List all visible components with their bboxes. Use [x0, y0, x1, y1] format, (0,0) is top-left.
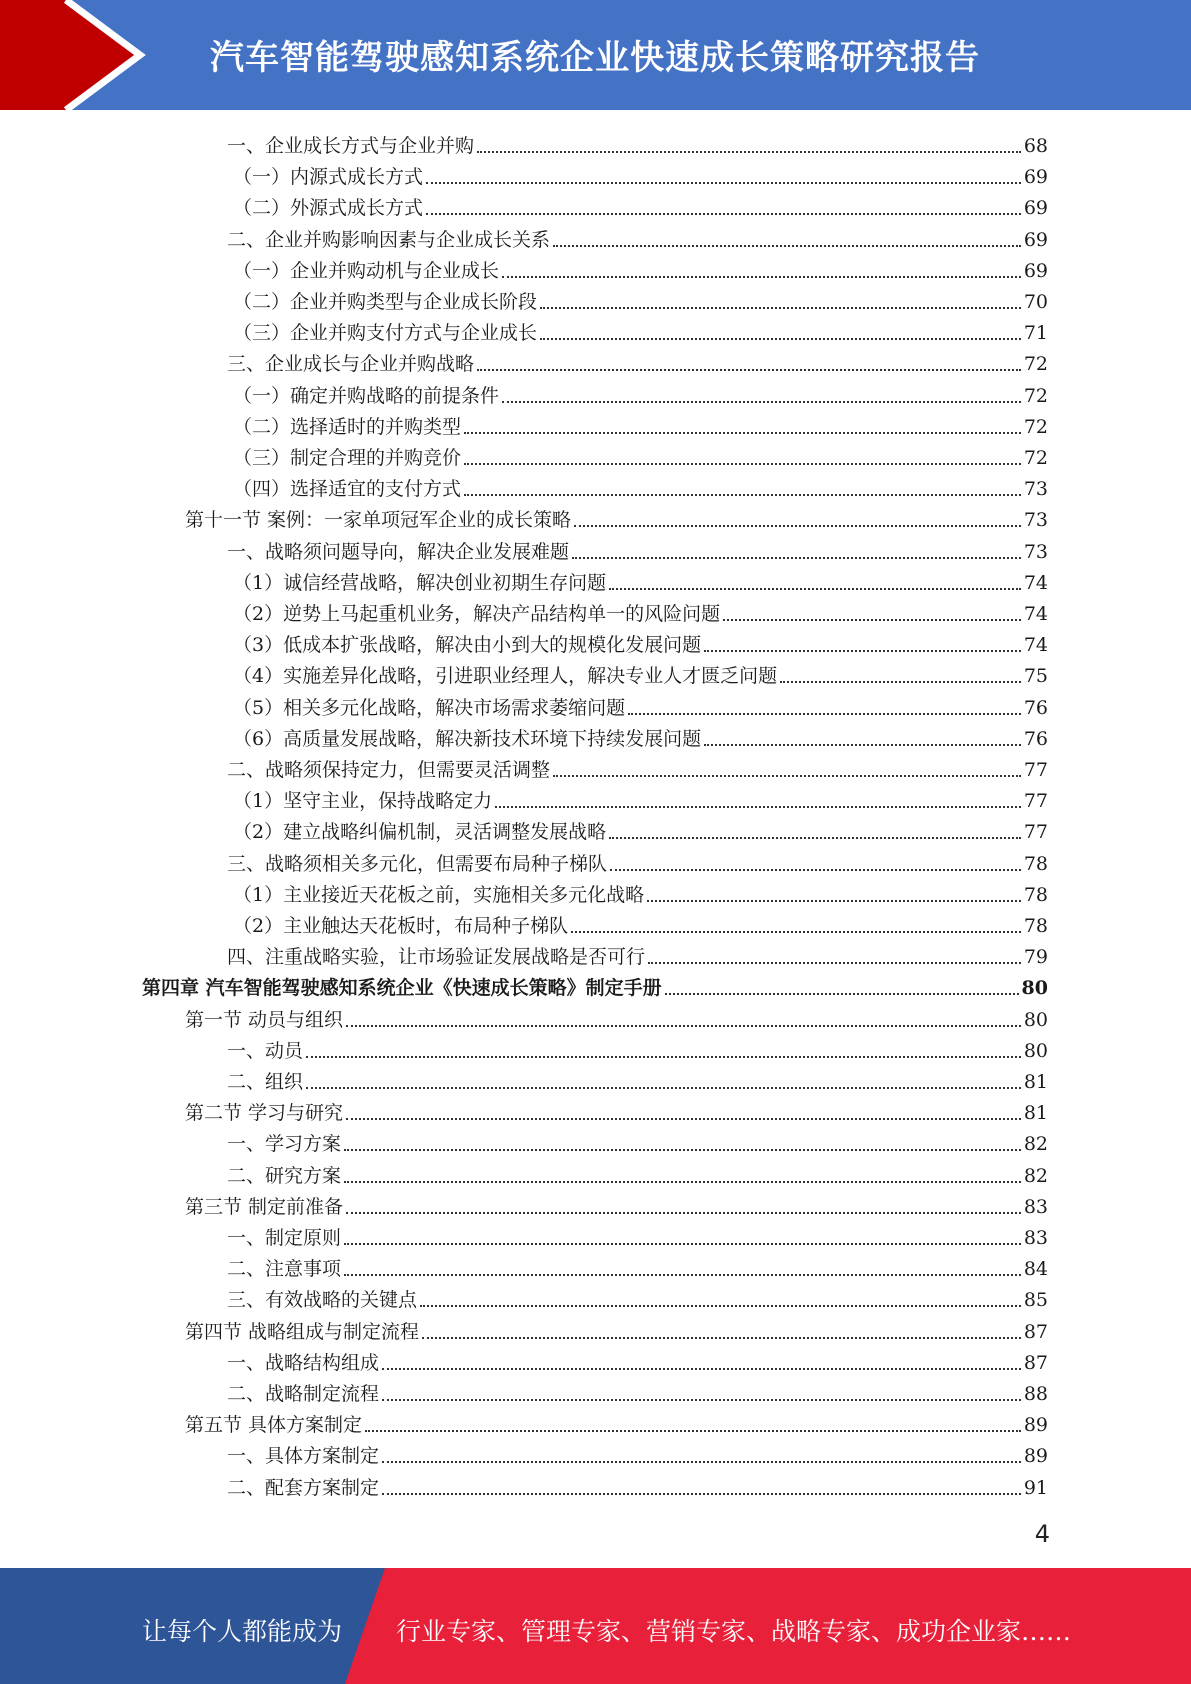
toc-entry-label: （1）诚信经营战略，解决创业初期生存问题 [233, 571, 607, 594]
toc-entry-page: 88 [1023, 1383, 1048, 1405]
toc-entry-page: 87 [1023, 1320, 1048, 1343]
toc-entry-page: 72 [1023, 447, 1048, 469]
toc-entry-label: （2）逆势上马起重机业务，解决产品结构单一的风险问题 [233, 603, 721, 625]
toc-entry-label: 三、战略须相关多元化，但需要布局种子梯队 [227, 852, 608, 875]
toc-entry[interactable] [227, 939, 1048, 970]
toc-entry-page: 77 [1023, 790, 1048, 813]
page-footer [0, 1568, 1191, 1684]
toc-entry-label: 第十一节 案例：一家单项冠军企业的成长策略 [185, 509, 572, 532]
toc-entry-page: 73 [1023, 478, 1048, 501]
toc-entry-page: 80 [1023, 1039, 1048, 1062]
toc-entry-label: （一）内源式成长方式 [233, 166, 424, 189]
toc-dot-leader [306, 1087, 1021, 1089]
toc-entry-page: 78 [1023, 852, 1048, 875]
toc-entry[interactable] [227, 846, 1048, 877]
toc-entry-label: （二）外源式成长方式 [233, 197, 424, 220]
toc-dot-leader [477, 151, 1021, 153]
toc-entry-page: 82 [1023, 1164, 1048, 1187]
toc-entry[interactable] [227, 1158, 1048, 1189]
toc-entry-label: 一、企业成长方式与企业并购 [227, 135, 475, 157]
toc-entry-label: 二、企业并购影响因素与企业成长关系 [227, 228, 551, 251]
toc-dot-leader [609, 837, 1021, 839]
toc-dot-leader [502, 401, 1021, 403]
toc-entry[interactable] [227, 1064, 1048, 1095]
toc-dot-leader [344, 1149, 1021, 1151]
toc-entry[interactable] [185, 1095, 1048, 1126]
toc-dot-leader [306, 1056, 1021, 1058]
toc-dot-leader [610, 869, 1021, 871]
toc-entry-label: （1）主业接近天花板之前，实施相关多元化战略 [233, 883, 645, 906]
toc-entry-label: 第五节 具体方案制定 [185, 1414, 363, 1437]
toc-entry-page: 82 [1023, 1133, 1048, 1156]
toc-dot-leader [382, 1461, 1021, 1463]
toc-entry[interactable] [227, 1438, 1048, 1469]
toc-entry-page: 72 [1023, 384, 1048, 407]
toc-entry-label: （2）建立战略纠偏机制，灵活调整发展战略 [233, 821, 607, 844]
toc-dot-leader [665, 993, 1019, 995]
toc-entry-page: 69 [1023, 259, 1048, 282]
footer-roles: 行业专家、管理专家、营销专家、战略专家、成功企业家…… [396, 1617, 1072, 1646]
toc-entry[interactable] [233, 253, 1048, 284]
toc-dot-leader [464, 494, 1021, 496]
toc-dot-leader [382, 1493, 1021, 1495]
toc-dot-leader [648, 962, 1021, 964]
toc-entry-page: 69 [1023, 166, 1048, 189]
toc-entry[interactable] [227, 1220, 1048, 1251]
toc-entry-label: （四）选择适宜的支付方式 [233, 478, 462, 501]
toc-entry-label: 一、具体方案制定 [227, 1445, 380, 1468]
toc-entry-page: 77 [1023, 759, 1048, 781]
toc-dot-leader [502, 276, 1021, 278]
toc-entry-label: 二、组织 [227, 1071, 304, 1093]
toc-entry-label: 第四节 战略组成与制定流程 [185, 1320, 420, 1343]
toc-dot-leader [571, 931, 1021, 933]
toc-entry-label: 一、学习方案 [227, 1133, 342, 1156]
toc-entry-page: 78 [1023, 883, 1048, 906]
toc-entry[interactable] [233, 596, 1048, 627]
toc-entry[interactable] [233, 627, 1048, 658]
toc-entry[interactable] [233, 565, 1048, 596]
toc-entry-label: 二、注意事项 [227, 1258, 342, 1281]
toc-entry-page: 77 [1023, 821, 1048, 844]
toc-dot-leader [346, 1025, 1021, 1027]
toc-entry-page: 74 [1023, 603, 1048, 625]
toc-entry[interactable] [227, 1345, 1048, 1376]
toc-entry-page: 73 [1023, 509, 1048, 532]
toc-dot-leader [382, 1399, 1021, 1401]
toc-dot-leader [344, 1274, 1021, 1276]
toc-dot-leader [723, 619, 1021, 621]
toc-entry-page: 69 [1023, 197, 1048, 220]
toc-entry-label: （二）企业并购类型与企业成长阶段 [233, 291, 538, 313]
footer-slogan: 让每个人都能成为 [142, 1617, 343, 1646]
toc-dot-leader [477, 369, 1021, 371]
toc-entry-page: 72 [1023, 353, 1048, 376]
toc-entry[interactable] [233, 721, 1048, 752]
toc-dot-leader [540, 307, 1021, 309]
toc-entry-page: 89 [1023, 1445, 1048, 1468]
toc-entry-page: 71 [1023, 322, 1048, 345]
toc-entry-page: 80 [1021, 977, 1048, 1000]
toc-entry-label: （二）选择适时的并购类型 [233, 415, 462, 438]
toc-dot-leader [426, 182, 1021, 184]
toc-entry-page: 78 [1023, 915, 1048, 937]
toc-dot-leader [572, 557, 1021, 559]
toc-entry-label: （3）低成本扩张战略，解决由小到大的规模化发展问题 [233, 634, 702, 657]
toc-entry[interactable] [233, 783, 1048, 814]
toc-entry-label: （三）企业并购支付方式与企业成长 [233, 322, 538, 345]
toc-entry[interactable] [233, 159, 1048, 190]
toc-entry-page: 80 [1023, 1008, 1048, 1031]
toc-dot-leader [704, 744, 1021, 746]
toc-entry-label: （一）确定并购战略的前提条件 [233, 384, 500, 407]
toc-dot-leader [609, 588, 1021, 590]
toc-entry[interactable] [185, 1407, 1048, 1438]
toc-entry-page: 89 [1023, 1414, 1048, 1437]
toc-entry-label: 二、战略须保持定力，但需要灵活调整 [227, 759, 551, 781]
toc-dot-leader [540, 338, 1021, 340]
toc-entry[interactable] [233, 658, 1048, 689]
report-title: 汽车智能驾驶感知系统企业快速成长策略研究报告 [210, 38, 980, 78]
toc-entry[interactable] [227, 1282, 1048, 1313]
toc-entry[interactable] [142, 970, 1048, 1001]
toc-entry[interactable] [233, 690, 1048, 721]
page-header [0, 0, 1191, 110]
toc-entry-label: （4）实施差异化战略，引进职业经理人，解决专业人才匮乏问题 [233, 665, 778, 688]
toc-entry[interactable] [185, 502, 1048, 533]
toc-entry[interactable] [227, 128, 1048, 159]
toc-dot-leader [553, 245, 1021, 247]
toc-entry-label: 第三节 制定前准备 [185, 1195, 344, 1218]
toc-entry-page: 72 [1023, 415, 1048, 438]
toc-dot-leader [344, 1243, 1021, 1245]
page-number: 4 [1034, 1520, 1050, 1548]
toc-entry[interactable] [185, 1002, 1048, 1033]
toc-entry-label: （6）高质量发展战略，解决新技术环境下持续发展问题 [233, 727, 702, 750]
toc-entry-page: 83 [1023, 1195, 1048, 1218]
toc-dot-leader [574, 525, 1021, 527]
toc-dot-leader [464, 432, 1021, 434]
toc-entry[interactable] [233, 814, 1048, 845]
toc-entry-page: 74 [1023, 571, 1048, 594]
toc-entry[interactable] [233, 378, 1048, 409]
toc-entry-page: 87 [1023, 1351, 1048, 1374]
toc-entry-label: 第二节 学习与研究 [185, 1102, 344, 1125]
toc-entry-label: （1）坚守主业，保持战略定力 [233, 790, 493, 813]
toc-entry-label: 三、有效战略的关键点 [227, 1289, 418, 1312]
toc-entry[interactable] [233, 440, 1048, 471]
toc-entry-page: 68 [1023, 135, 1048, 157]
toc-entry-page: 74 [1023, 634, 1048, 657]
toc-entry[interactable] [233, 315, 1048, 346]
toc-entry[interactable] [227, 1251, 1048, 1282]
toc-entry[interactable] [227, 1033, 1048, 1064]
toc-entry[interactable] [233, 284, 1048, 315]
toc-entry-page: 73 [1023, 540, 1048, 563]
toc-dot-leader [346, 1118, 1021, 1120]
toc-entry[interactable] [233, 908, 1048, 939]
toc-dot-leader [344, 1181, 1021, 1183]
toc-dot-leader [628, 713, 1021, 715]
toc-entry[interactable] [233, 190, 1048, 221]
toc-entry-page: 81 [1023, 1102, 1048, 1125]
toc-entry[interactable] [227, 346, 1048, 377]
toc-entry-label: 四、注重战略实验，让市场验证发展战略是否可行 [227, 946, 646, 969]
toc-entry-label: （三）制定合理的并购竞价 [233, 447, 462, 469]
toc-entry-label: 二、研究方案 [227, 1164, 342, 1187]
toc-entry-label: 第四章 汽车智能驾驶感知系统企业《快速成长策略》制定手册 [142, 977, 662, 1000]
toc-entry[interactable] [233, 409, 1048, 440]
toc-entry[interactable] [227, 752, 1048, 783]
toc-entry-page: 79 [1023, 946, 1048, 969]
toc-dot-leader [420, 1305, 1021, 1307]
toc-entry-label: 二、配套方案制定 [227, 1476, 380, 1499]
toc-entry[interactable] [227, 1126, 1048, 1157]
toc-entry-page: 75 [1023, 665, 1048, 688]
toc-dot-leader [346, 1212, 1021, 1214]
toc-entry-page: 84 [1023, 1258, 1048, 1281]
toc-entry-page: 69 [1023, 228, 1048, 251]
toc-entry[interactable] [227, 222, 1048, 253]
toc-entry-page: 81 [1023, 1071, 1048, 1093]
toc-entry-page: 85 [1023, 1289, 1048, 1312]
toc-entry-page: 70 [1023, 291, 1048, 313]
toc-entry[interactable] [233, 877, 1048, 908]
toc-entry-label: 一、战略须问题导向，解决企业发展难题 [227, 540, 570, 563]
toc-dot-leader [464, 463, 1021, 465]
toc-dot-leader [422, 1337, 1021, 1339]
toc-entry[interactable] [185, 1189, 1048, 1220]
toc-dot-leader [780, 681, 1021, 683]
toc-entry-page: 83 [1023, 1227, 1048, 1249]
toc-entry-page: 76 [1023, 696, 1048, 719]
toc-dot-leader [426, 213, 1021, 215]
toc-entry[interactable] [227, 1376, 1048, 1407]
toc-dot-leader [495, 806, 1021, 808]
toc-dot-leader [647, 900, 1021, 902]
toc-entry-label: 三、企业成长与企业并购战略 [227, 353, 475, 376]
toc-entry-label: （5）相关多元化战略，解决市场需求萎缩问题 [233, 696, 626, 719]
toc-dot-leader [704, 650, 1021, 652]
toc-entry-page: 91 [1023, 1476, 1048, 1499]
toc-entry-label: （一）企业并购动机与企业成长 [233, 259, 500, 282]
toc-entry-page: 76 [1023, 727, 1048, 750]
toc-entry-label: 一、制定原则 [227, 1227, 342, 1249]
toc-entry-label: 一、战略结构组成 [227, 1351, 380, 1374]
toc-dot-leader [382, 1368, 1021, 1370]
toc-dot-leader [553, 775, 1021, 777]
toc-entry[interactable] [233, 471, 1048, 502]
toc-entry[interactable] [227, 1470, 1048, 1501]
toc-entry-label: 二、战略制定流程 [227, 1383, 380, 1405]
toc-entry-label: 一、动员 [227, 1039, 304, 1062]
toc-entry-label: 第一节 动员与组织 [185, 1008, 344, 1031]
toc-entry[interactable] [227, 534, 1048, 565]
toc-dot-leader [365, 1430, 1021, 1432]
toc-entry-label: （2）主业触达天花板时，布局种子梯队 [233, 915, 569, 937]
toc-entry[interactable] [185, 1314, 1048, 1345]
